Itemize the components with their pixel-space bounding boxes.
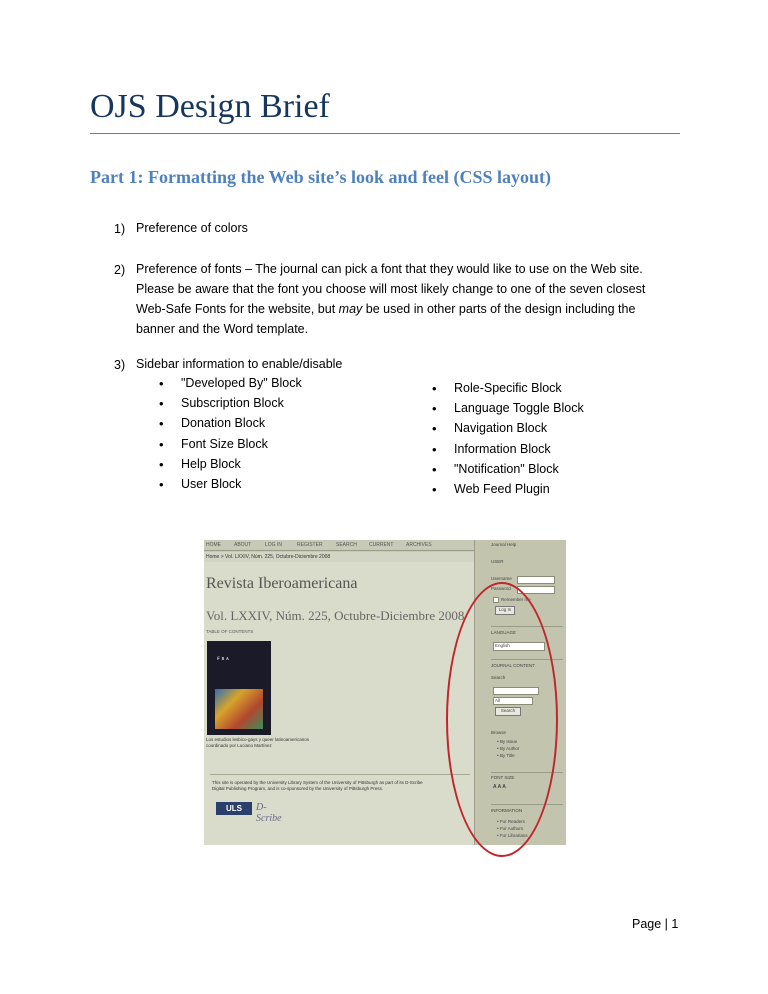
browse-label: Browse xyxy=(491,730,507,735)
for-readers-label: For Readers xyxy=(499,819,525,824)
by-author-label: By Author xyxy=(499,746,520,751)
site-breadcrumb: Home > Vol. LXXIV, Núm. 225, Octubre-Diciembre 2008 xyxy=(204,552,474,562)
nav-login: LOG IN xyxy=(265,542,282,548)
item-text-3: Sidebar information to enable/disable xyxy=(136,357,343,371)
browse-by-issue: • By Issue xyxy=(497,739,518,744)
for-librarians-label: For Librarians xyxy=(499,833,528,838)
nav-current: CURRENT xyxy=(369,542,394,548)
item-text-2 xyxy=(136,259,696,339)
footer-line-1: This site is operated by the University Library System of the University of Pittsburgh as part of its D-Scribe xyxy=(212,780,423,785)
list-item: • Language Toggle Block xyxy=(428,401,584,421)
site-footer-rule xyxy=(210,774,470,775)
by-title-label: By Title xyxy=(499,753,515,758)
item-number-1: 1) xyxy=(114,222,126,236)
cover-art xyxy=(215,689,263,729)
item-text-1: Preference of colors xyxy=(136,221,248,235)
remember-label: Remember me xyxy=(501,597,531,602)
username-label: Username xyxy=(491,576,512,581)
password-label: Password xyxy=(491,586,511,591)
list-item: • User Block xyxy=(155,477,302,497)
item-2-line-3b: be used in other parts of the design including the xyxy=(365,302,636,316)
document-title: OJS Design Brief xyxy=(90,88,330,125)
font-size-heading: FONT SIZE xyxy=(491,775,515,780)
list-item: • Navigation Block xyxy=(428,421,584,441)
part-heading: Part 1: Formatting the Web site’s look and feel (CSS layout) xyxy=(90,167,551,187)
dscribe-logo: D-Scribe xyxy=(256,802,282,824)
sidebar-highlight-circle xyxy=(446,582,558,857)
login-button: Log In xyxy=(495,606,515,615)
search-button: Search xyxy=(495,707,521,716)
for-authors-label: For Authors xyxy=(499,826,524,831)
journal-help-link: Journal Help xyxy=(491,542,517,547)
list-item: • Donation Block xyxy=(155,416,302,436)
list-item: • "Developed By" Block xyxy=(155,376,302,396)
item-2-line-2: Please be aware that the font you choose will most likely change to one of the seven closest xyxy=(136,282,646,296)
nav-about: ABOUT xyxy=(234,542,252,548)
article-caption xyxy=(206,737,309,749)
search-scope-value: All xyxy=(495,698,501,703)
nav-home: HOME xyxy=(206,542,221,548)
list-item: • "Notification" Block xyxy=(428,462,584,482)
item-2-line-4: banner and the Word template. xyxy=(136,322,309,336)
journal-content-heading: JOURNAL CONTENT xyxy=(491,663,535,668)
footer-logos xyxy=(216,802,286,824)
page-number: Page | 1 xyxy=(632,917,679,931)
uls-logo: ULS xyxy=(216,802,252,815)
toc-label: TABLE OF CONTENTS xyxy=(206,629,254,634)
list-item: • Role-Specific Block xyxy=(428,381,584,401)
item-number-3: 3) xyxy=(114,358,126,372)
list-item: • Information Block xyxy=(428,442,584,462)
nav-archives: ARCHIVES xyxy=(406,542,432,548)
cover-title-art: ꜰ ʀ ᴀ xyxy=(217,656,229,662)
font-size-controls: A A A xyxy=(493,784,506,790)
user-heading: USER xyxy=(491,559,504,564)
info-for-librarians: • For Librarians xyxy=(497,833,528,838)
caption-line-1: Los estudios lesbico-gays y queer latinoamericanos xyxy=(206,737,310,742)
title-underline xyxy=(90,133,680,134)
nav-register: REGISTER xyxy=(297,542,323,548)
list-item: • Help Block xyxy=(155,457,302,477)
nav-search: SEARCH xyxy=(336,542,357,548)
info-for-readers: • For Readers xyxy=(497,819,525,824)
site-footer xyxy=(212,780,462,792)
item-2-line-3 xyxy=(136,299,696,319)
by-issue-label: By Issue xyxy=(499,739,518,744)
list-item: • Web Feed Plugin xyxy=(428,482,584,502)
item-2-line-3a: Web-Safe Fonts for the website, but xyxy=(136,302,336,316)
language-value: English xyxy=(495,643,510,648)
item-2-emphasis: may xyxy=(338,302,363,316)
item-2-line-1: Preference of fonts – The journal can pick a font that they would like to use on the Web site. xyxy=(136,262,643,276)
caption-line-2: coordinado por Luciano Martínez xyxy=(206,743,272,748)
username-input xyxy=(517,576,555,584)
site-nav-bar xyxy=(204,540,474,551)
browse-by-title: • By Title xyxy=(497,753,515,758)
journal-title: Revista Iberoamericana xyxy=(206,575,358,592)
search-label: Search xyxy=(491,675,506,680)
sidebar-blocks-left xyxy=(155,376,302,497)
item-number-2: 2) xyxy=(114,263,126,277)
footer-line-2: Digital Publishing Program, and is co-sponsored by the University of Pittsburgh Press. xyxy=(212,786,384,791)
browse-by-author: • By Author xyxy=(497,746,520,751)
list-item: • Font Size Block xyxy=(155,437,302,457)
volume-title: Vol. LXXIV, Núm. 225, Octubre-Diciembre 2008 xyxy=(206,608,465,623)
info-for-authors: • For Authors xyxy=(497,826,524,831)
list-item: • Subscription Block xyxy=(155,396,302,416)
language-heading: LANGUAGE xyxy=(491,630,517,635)
information-heading: INFORMATION xyxy=(491,808,523,813)
issue-cover-image xyxy=(207,641,271,735)
sidebar-blocks-right xyxy=(428,381,584,502)
